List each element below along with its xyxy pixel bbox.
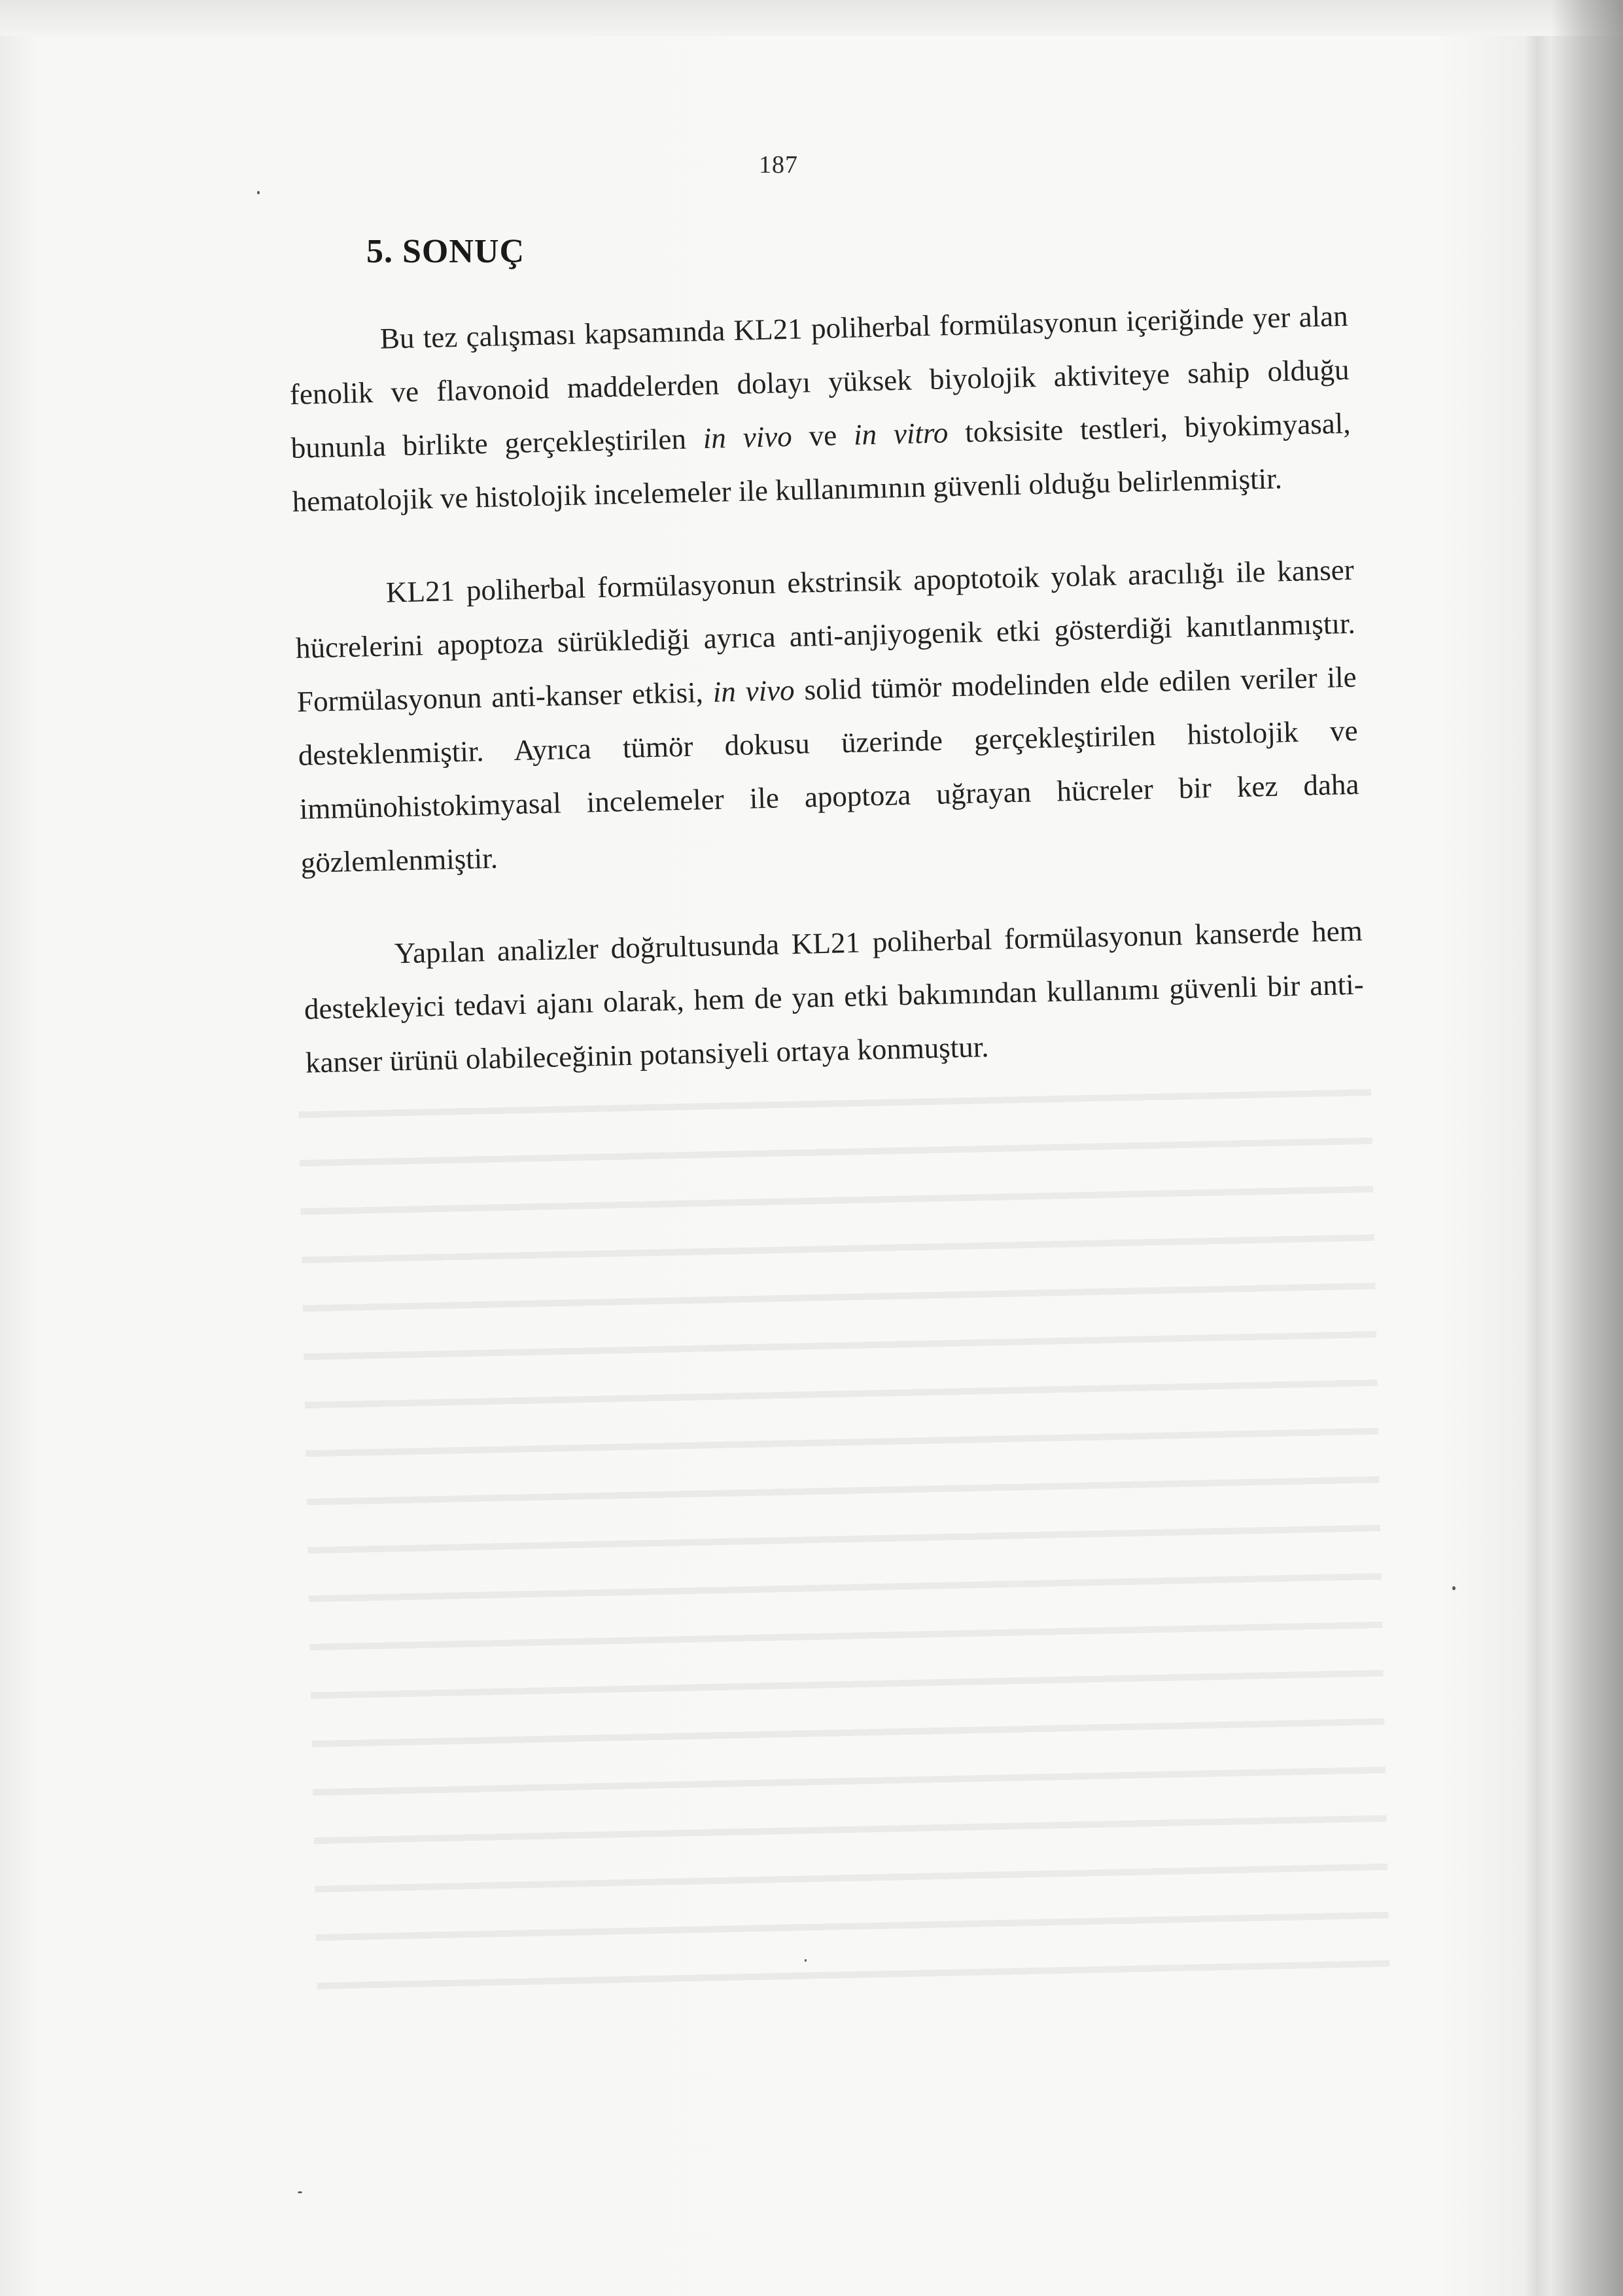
paragraph-3 bbox=[302, 904, 1365, 1090]
text-run: ve bbox=[792, 418, 854, 453]
scan-speck bbox=[257, 191, 260, 194]
scan-speck bbox=[298, 2191, 302, 2193]
page-number: 187 bbox=[759, 151, 798, 179]
scan-speck bbox=[1452, 1586, 1456, 1590]
show-through-text bbox=[298, 1062, 1390, 2000]
scan-speck bbox=[805, 1959, 807, 1962]
text-run: Yapılan analizler doğrultusunda KL21 poliherbal formülasyonun kanserde hem destekleyici tedavi ajanı olarak, hem de yan etki bakımından kullanımı güvenli bir anti-kanser ürünü olabileceğinin potansiyeli ortaya konmuştur. bbox=[304, 914, 1365, 1079]
italic-term: in vitro bbox=[853, 416, 949, 451]
text-run: KL21 poliherbal formülasyonun ekstrinsik apoptotoik yolak aracılığı ile kanser hücrelerini apoptoza sürüklediği ayrıca anti-anjiyogenik etki gösterdiği kanıtlanmıştır. Formülasyonun anti-kanser etkisi, bbox=[295, 553, 1356, 718]
section-title: 5. SONUÇ bbox=[366, 233, 525, 270]
body-text bbox=[288, 289, 1365, 1090]
paragraph-1 bbox=[288, 289, 1352, 529]
paragraph-2 bbox=[294, 543, 1361, 890]
italic-term: in vivo bbox=[703, 419, 793, 455]
scan-top-edge bbox=[0, 0, 1623, 36]
text-run: solid tümör modelinden elde edilen veriler ile desteklenmiştir. Ayrıca tümör dokusu üzerinde gerçekleştirilen histolojik ve immünohistokimyasal incelemeler ile apoptoza uğrayan hücreler bir kez daha gözlemlenmiştir. bbox=[298, 660, 1359, 879]
text-run: toksisite testleri, biyokimyasal, hematolojik ve histolojik incelemeler ile kullanımının güvenli olduğu belirlenmiştir. bbox=[292, 406, 1351, 518]
scan-binding-shadow bbox=[1551, 0, 1623, 2296]
italic-term: in vivo bbox=[712, 673, 795, 708]
text-run: Bu tez çalışması kapsamında KL21 poliherbal formülasyonun içeriğinde yer alan fenolik ve flavonoid maddelerden dolayı yüksek biyolojik aktiviteye sahip olduğu bununla birlikte gerçekleştirilen bbox=[289, 299, 1350, 464]
